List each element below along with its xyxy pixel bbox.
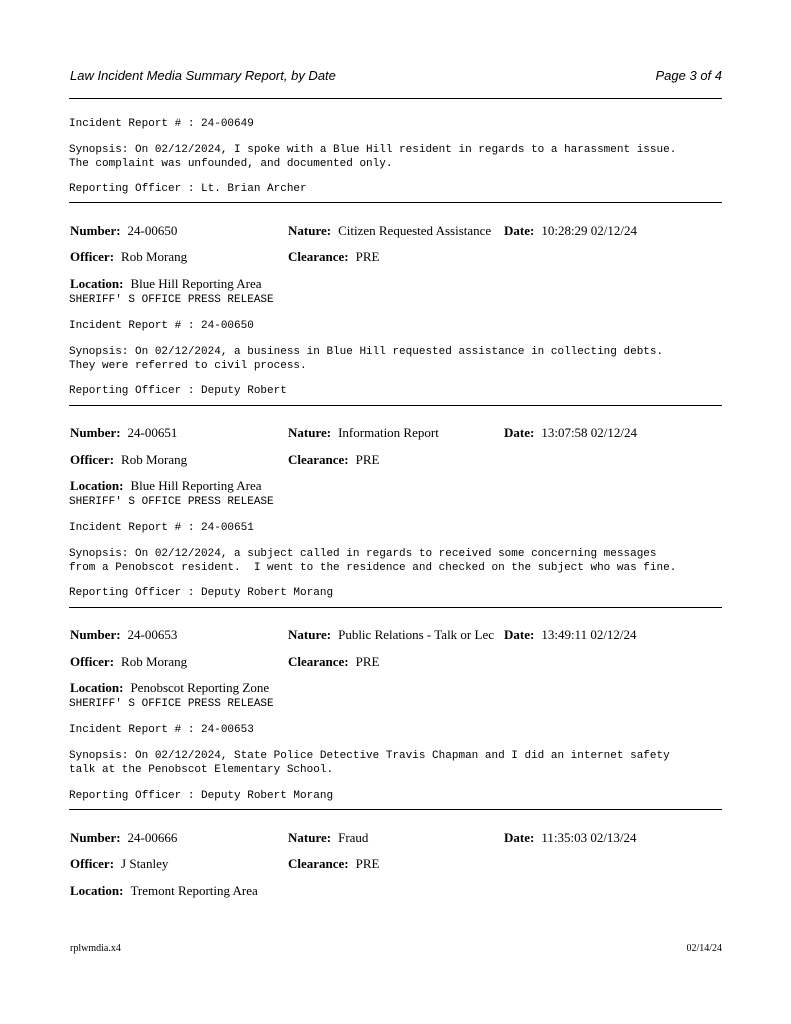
location-value: Blue Hill Reporting Area — [130, 276, 262, 291]
nature-label: Nature: — [288, 830, 332, 845]
number-value: 24-00651 — [127, 425, 178, 440]
number-label: Number: — [70, 223, 121, 238]
location-label: Location: — [70, 276, 124, 291]
number-value: 24-00653 — [127, 627, 178, 642]
officer-value: J Stanley — [121, 856, 169, 871]
officer-label: Officer: — [70, 856, 115, 871]
number-field — [70, 627, 177, 643]
clearance-value: PRE — [355, 654, 380, 669]
nature-value: Information Report — [338, 425, 439, 440]
synopsis-line-2: talk at the Penobscot Elementary School. — [69, 764, 334, 776]
officer-label: Officer: — [70, 452, 115, 467]
clearance-value: PRE — [355, 249, 380, 264]
print-date: 02/14/24 — [686, 943, 722, 954]
nature-label: Nature: — [288, 425, 332, 440]
officer-value: Rob Morang — [121, 654, 188, 669]
reporting-officer-line: Reporting Officer : Deputy Robert Morang — [69, 587, 334, 599]
number-label: Number: — [70, 830, 121, 845]
page-number: Page 3 of 4 — [655, 68, 722, 83]
date-label: Date: — [504, 223, 535, 238]
entry-divider — [69, 607, 722, 608]
synopsis-line-2: They were referred to civil process. — [69, 360, 307, 372]
clearance-label: Clearance: — [288, 452, 349, 467]
date-label: Date: — [504, 830, 535, 845]
date-label: Date: — [504, 627, 535, 642]
location-label: Location: — [70, 883, 124, 898]
officer-field — [70, 654, 187, 670]
clearance-field — [288, 249, 379, 265]
date-field — [504, 425, 637, 441]
incident-report-line: Incident Report # : 24-00651 — [69, 522, 254, 534]
nature-field — [288, 627, 494, 643]
location-value: Tremont Reporting Area — [130, 883, 258, 898]
nature-field — [288, 425, 439, 441]
synopsis-line-2: from a Penobscot resident. I went to the residence and checked on the subject who was fine. — [69, 562, 677, 574]
press-release-line: SHERIFF' S OFFICE PRESS RELEASE — [69, 698, 274, 710]
location-label: Location: — [70, 478, 124, 493]
nature-field — [288, 830, 368, 846]
press-release-line: SHERIFF' S OFFICE PRESS RELEASE — [69, 294, 274, 306]
date-value: 11:35:03 02/13/24 — [541, 830, 637, 845]
officer-field — [70, 452, 187, 468]
number-field — [70, 425, 177, 441]
officer-field — [70, 249, 187, 265]
number-value: 24-00666 — [127, 830, 178, 845]
nature-value: Citizen Requested Assistance — [338, 223, 492, 238]
synopsis-line-1: Synopsis: On 02/12/2024, State Police Detective Travis Chapman and I did an internet safety — [69, 750, 670, 762]
date-label: Date: — [504, 425, 535, 440]
incident-report-line: Incident Report # : 24-00650 — [69, 320, 254, 332]
entry-divider — [69, 405, 722, 406]
officer-field — [70, 856, 168, 872]
location-field — [70, 478, 262, 494]
location-label: Location: — [70, 680, 124, 695]
number-field — [70, 830, 177, 846]
location-value: Penobscot Reporting Zone — [130, 680, 270, 695]
clearance-field — [288, 654, 379, 670]
nature-value: Fraud — [338, 830, 369, 845]
clearance-field — [288, 856, 379, 872]
date-value: 13:49:11 02/12/24 — [541, 627, 637, 642]
clearance-label: Clearance: — [288, 856, 349, 871]
date-field — [504, 627, 637, 643]
location-field — [70, 883, 258, 899]
officer-label: Officer: — [70, 249, 115, 264]
incident-report-line: Incident Report # : 24-00649 — [69, 118, 254, 130]
synopsis-line-2: The complaint was unfounded, and documented only. — [69, 158, 393, 170]
clearance-value: PRE — [355, 856, 380, 871]
date-field — [504, 830, 637, 846]
reporting-officer-line: Reporting Officer : Deputy Robert Morang — [69, 790, 334, 802]
report-title: Law Incident Media Summary Report, by Date — [70, 68, 336, 83]
number-label: Number: — [70, 627, 121, 642]
number-field — [70, 223, 177, 239]
officer-value: Rob Morang — [121, 452, 188, 467]
location-field — [70, 680, 269, 696]
clearance-field — [288, 452, 379, 468]
location-field — [70, 276, 262, 292]
synopsis-line-1: Synopsis: On 02/12/2024, a business in Blue Hill requested assistance in collecting debts. — [69, 346, 664, 358]
nature-field — [288, 223, 491, 239]
nature-label: Nature: — [288, 627, 332, 642]
date-value: 13:07:58 02/12/24 — [541, 425, 638, 440]
number-value: 24-00650 — [127, 223, 178, 238]
report-code: rplwmdia.x4 — [70, 943, 121, 954]
date-field — [504, 223, 637, 239]
clearance-value: PRE — [355, 452, 380, 467]
reporting-officer-line: Reporting Officer : Lt. Brian Archer — [69, 183, 307, 195]
nature-label: Nature: — [288, 223, 332, 238]
clearance-label: Clearance: — [288, 249, 349, 264]
officer-value: Rob Morang — [121, 249, 188, 264]
press-release-line: SHERIFF' S OFFICE PRESS RELEASE — [69, 496, 274, 508]
entry-divider — [69, 202, 722, 203]
synopsis-line-1: Synopsis: On 02/12/2024, a subject called in regards to received some concerning messages — [69, 548, 657, 560]
location-value: Blue Hill Reporting Area — [130, 478, 262, 493]
entry-divider — [69, 809, 722, 810]
number-label: Number: — [70, 425, 121, 440]
incident-report-line: Incident Report # : 24-00653 — [69, 724, 254, 736]
nature-value: Public Relations - Talk or Lec — [338, 627, 494, 642]
date-value: 10:28:29 02/12/24 — [541, 223, 638, 238]
header-divider — [69, 98, 722, 99]
reporting-officer-line: Reporting Officer : Deputy Robert — [69, 385, 287, 397]
clearance-label: Clearance: — [288, 654, 349, 669]
officer-label: Officer: — [70, 654, 115, 669]
synopsis-line-1: Synopsis: On 02/12/2024, I spoke with a Blue Hill resident in regards to a harassment issue. — [69, 144, 677, 156]
